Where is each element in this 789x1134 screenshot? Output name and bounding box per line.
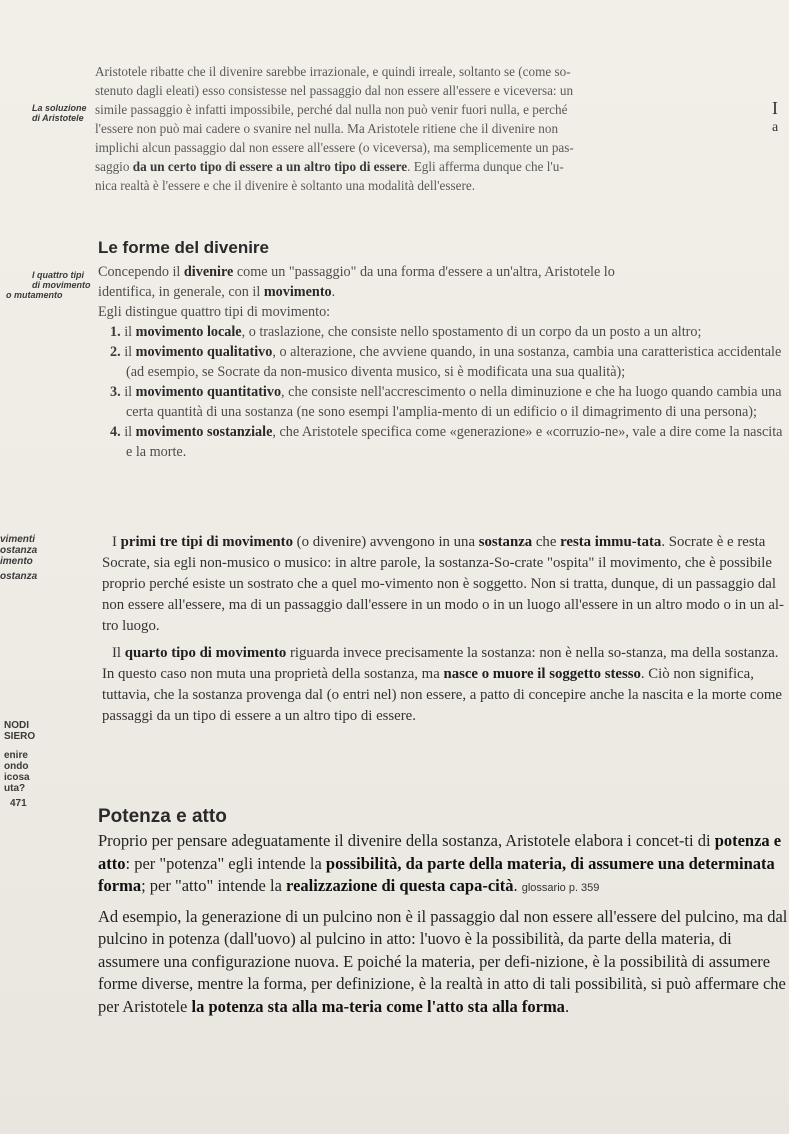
margin-note: vimenti ostanza imento ostanza <box>0 534 38 582</box>
glossary-reference[interactable]: glossario p. 359 <box>521 882 600 894</box>
substance-paragraphs: I primi tre tipi di movimento (o divenire) avvengono in una sostanza che resta immu-tata. Socrate è e resta Socrate, sia egli non-musico o musico: in altre parole, la sostanza-So-crate "ospita" il movimento, che è possibile proprio perché esiste un sostrato che a quel mo-vimento non è soggetto. Non si tratta, dunque, di un passaggio dal non essere all'essere, ma di un passaggio dall'essere in un modo o in un luogo all'essere in un altro modo o in un al-tro luogo. Il quarto tipo di movimento riguarda invece precisamente la sostanza: non è nella so-stanza, ma della sostanza. In questo caso non muta una proprietà della sostanza, ma nasce o muore il soggetto stesso. Ciò non significa, tuttavia, che la sostanza provenga dal (o entri nel) non essere, a patto di concepire anche la nascita e la morte come passaggi da un tipo di essere a un altro tipo di essere. <box>102 534 784 724</box>
margin-note: NODI SIERO enire ondo icosa uta? 471 <box>4 720 36 809</box>
list-item: 1. il movimento locale, o traslazione, che consiste nello spostamento di un corpo da un posto a un altro; <box>110 324 702 340</box>
margin-note: La soluzione di Aristotele <box>32 103 87 123</box>
list-item: 3. il movimento quantitativo, che consiste nell'accrescimento o nella diminuzione e che ha luogo quando cambia una certa quantità di una sostanza (ne sono esempi l'amplia-mento di un edificio o il dimagrimento di una persona); <box>110 384 782 420</box>
forme-del-divenire: Concependo il divenire come un "passaggio" da una forma d'essere a un'altra, Aristotele lo identifica, in generale, con il movimento. Egli distingue quattro tipi di movimento: 1. il movimento locale, o traslazione, che consiste nello spostamento di un corpo da un posto a un altro; 2. il movimento qualitativo, o alterazione, che avviene quando, in una sostanza, cambia una caratteristica accidentale (ad esempio, se Socrate da non-musico diventa musico, si è modificata una sua qualità); 3. il movimento quantitativo, che consiste nell'accrescimento o nella diminuzione e che ha luogo quando cambia una certa quantità di una sostanza (ne sono esempi l'amplia-mento di un edificio o il dimagrimento di una persona); 4. il movimento sostanziale, che Aristotele specifica come «generazione» e «corruzio-ne», vale a dire come la nascita e la morte. <box>98 262 788 462</box>
movement-list <box>98 322 788 462</box>
edge-char: a <box>772 120 779 135</box>
section-heading: Le forme del divenire <box>98 238 269 257</box>
section-heading: Potenza e atto <box>98 806 227 827</box>
edge-char: I <box>772 98 778 118</box>
intro-paragraph: Aristotele ribatte che il divenire sarebbe irrazionale, e quindi irreale, soltanto se (come so- stenuto dagli eleati) esso consistesse nel passaggio dal non essere all'essere e viceversa: un simile passaggio è infatti impossibile, perché dal nulla non può venir fuori nulla, e perché l'essere non può mai cadere o svanire nel nulla. Ma Aristotele ritiene che il divenire non implichi alcun passaggio dal non essere all'essere (o viceversa), ma semplicemente un pas- saggio da un certo tipo di essere a un altro tipo di essere. Egli afferma dunque che l'u- nica realtà è l'essere e che il divenire è soltanto una modalità dell'essere. <box>95 64 574 193</box>
potenza-e-atto: Proprio per pensare adeguatamente il divenire della sostanza, Aristotele elabora i concet-ti di potenza e atto: per "potenza" egli intende la possibilità, da parte della materia, di assumere una determinata forma; per "atto" intende la realizzazione di questa capa-cità. glossario p. 359 Ad esempio, la generazione di un pulcino non è il passaggio dal non essere all'essere del pulcino, ma dal pulcino in potenza (dall'uovo) al pulcino in atto: l'uovo è la possibilità, da parte della materia, di assumere una configurazione nuova. E poiché la materia, per defi-nizione, è la possibilità di assumere forme diverse, mentre la forma, per definizione, è la realtà in atto di tali possibilità, si può affermare che per Aristotele la potenza sta alla ma-teria come l'atto sta alla forma. <box>98 831 788 1016</box>
margin-note: I quattro tipi di movimento o mutamento <box>6 270 91 300</box>
list-item: 4. il movimento sostanziale, che Aristotele specifica come «generazione» e «corruzio-ne», vale a dire come la nascita e la morte. <box>110 424 783 460</box>
list-item: 2. il movimento qualitativo, o alterazione, che avviene quando, in una sostanza, cambia una caratteristica accidentale (ad esempio, se Socrate da non-musico diventa musico, si è modificata una sua qualità); <box>110 344 782 380</box>
